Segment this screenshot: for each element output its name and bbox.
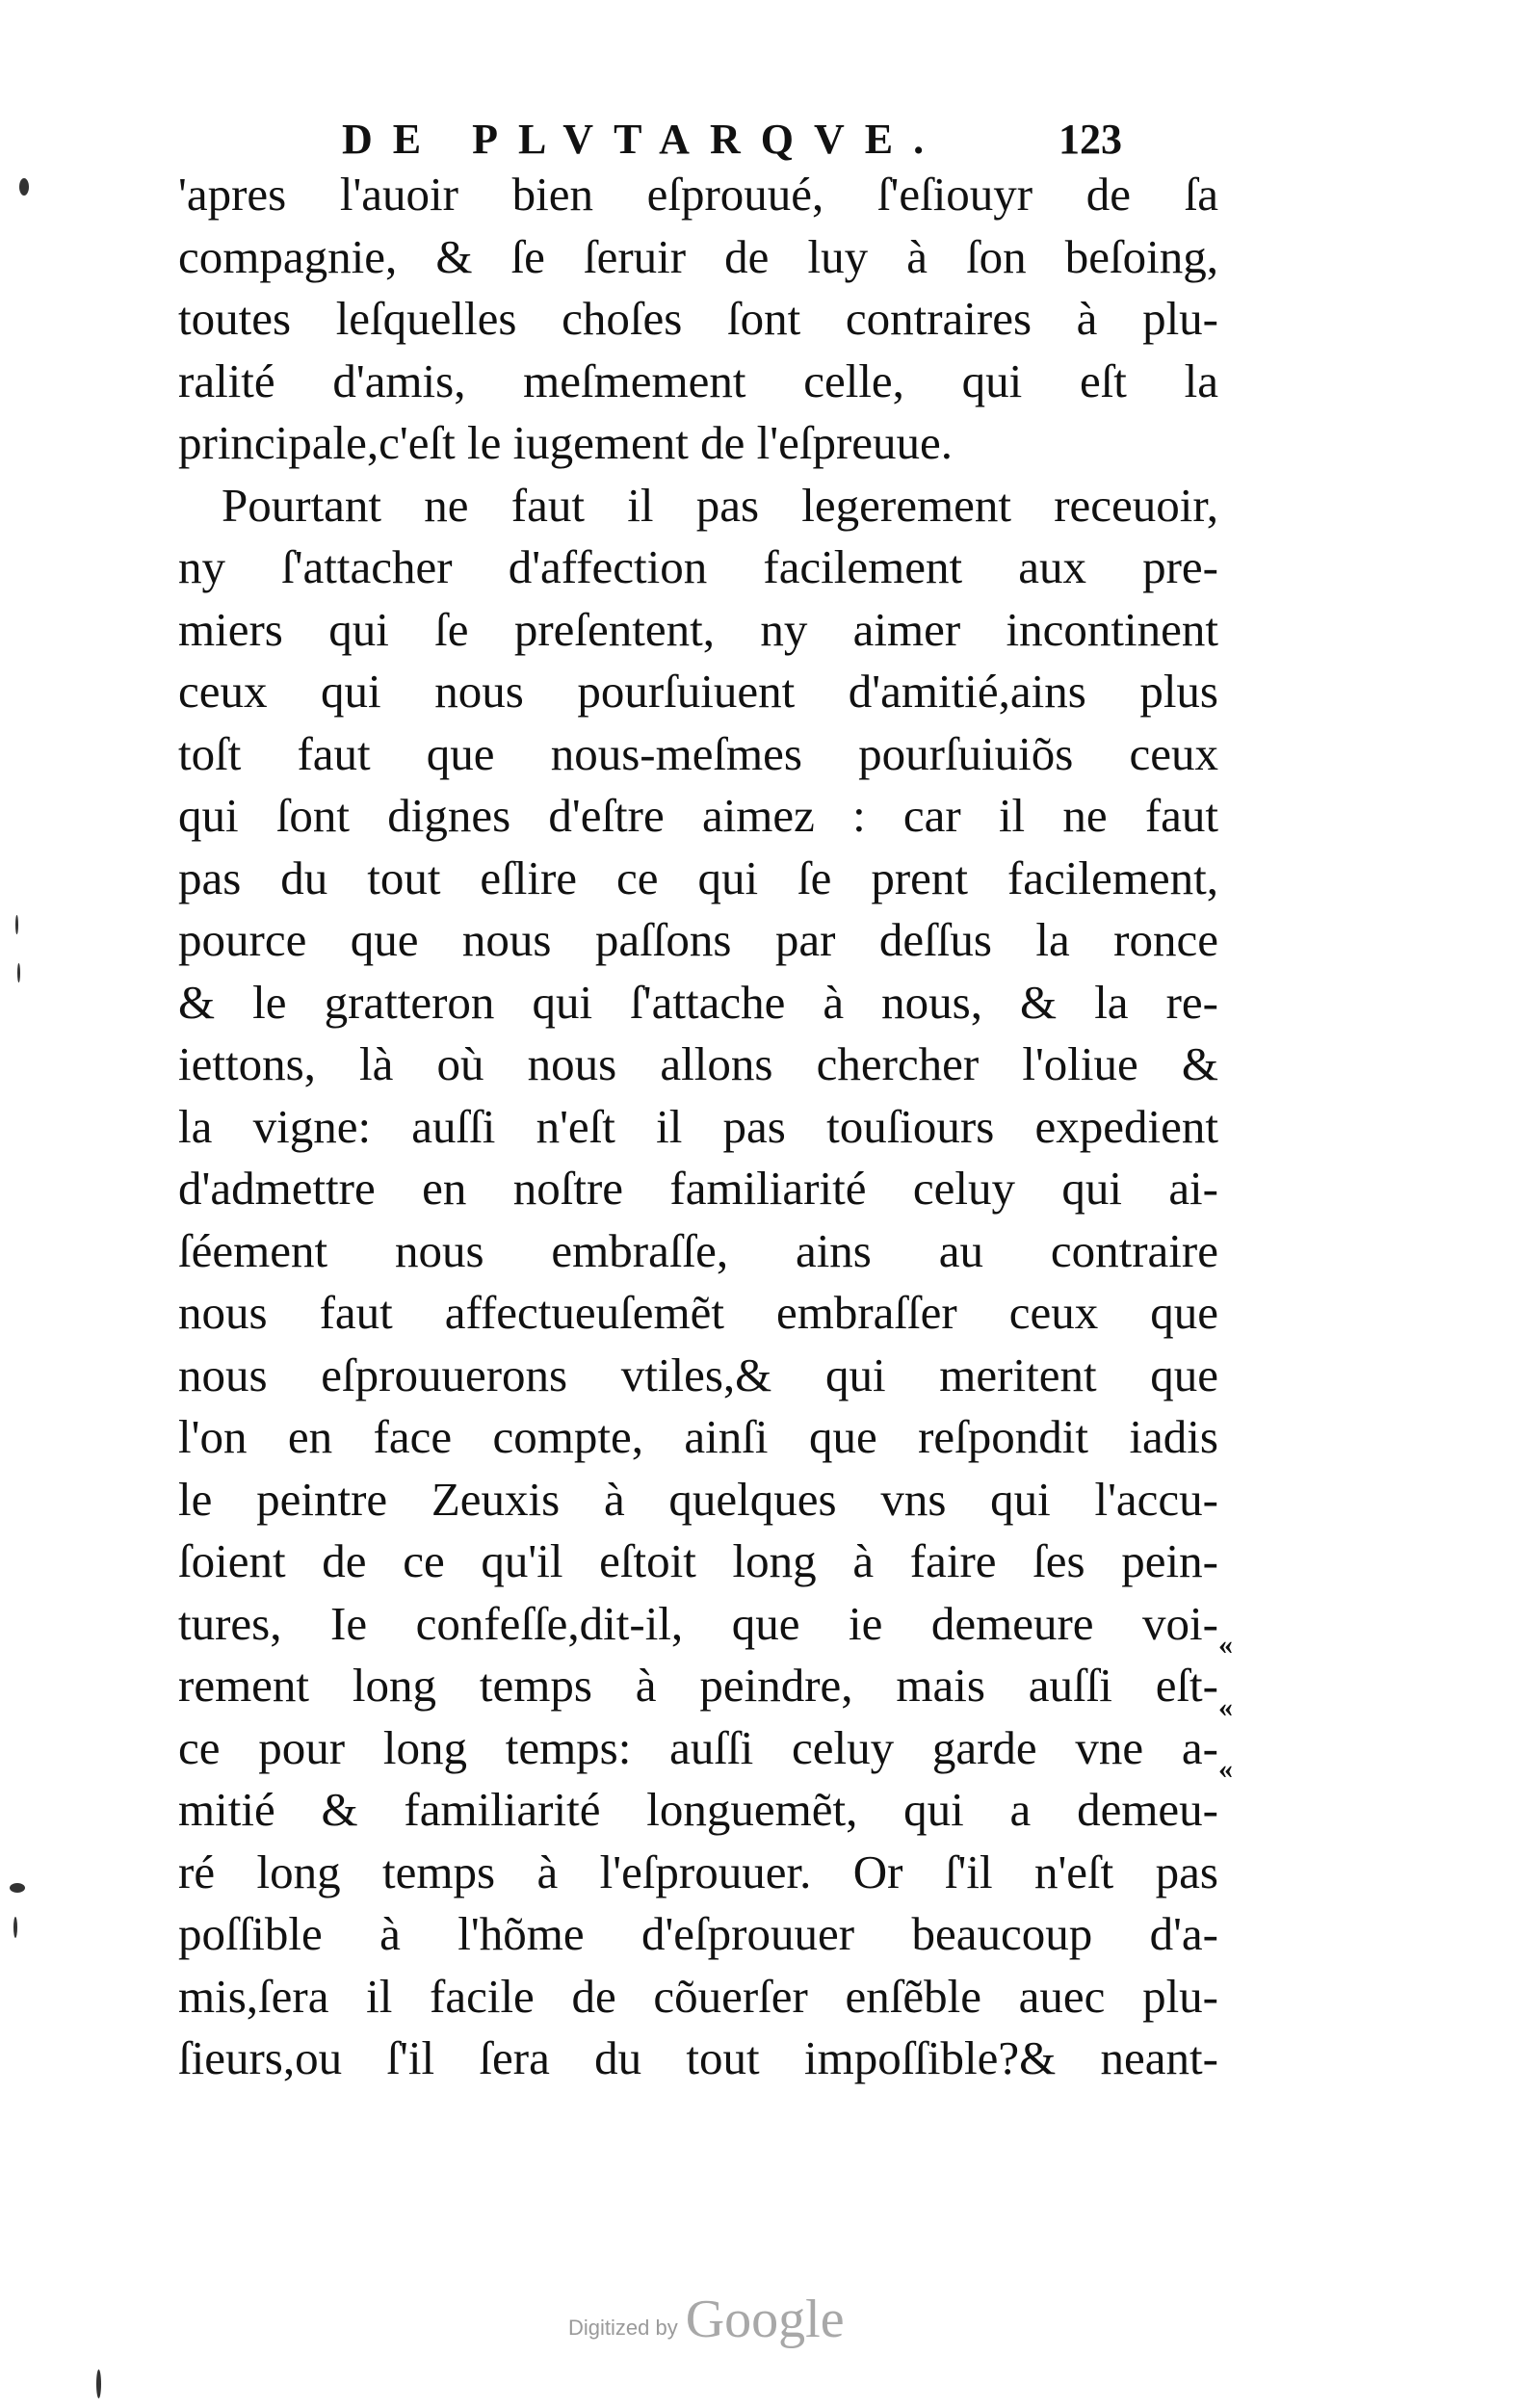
text-line: rement long temps à peindre, mais auſſi eſt- bbox=[178, 1659, 1218, 1712]
scan-speck bbox=[19, 178, 29, 196]
scan-speck bbox=[15, 915, 18, 934]
text-line: d'admettre en noſtre familiarité celuy qui ai- bbox=[178, 1162, 1218, 1215]
text-line: toſt faut que nous-meſmes pourſuiuiõs ceux bbox=[178, 726, 1218, 780]
digitized-label: Digitized by bbox=[568, 2316, 678, 2340]
text-line: poſſible à l'hõme d'eſprouuer beaucoup d'a- bbox=[178, 1907, 1218, 1960]
text-line: ralité d'amis, meſmement celle, qui eſt la bbox=[178, 353, 1218, 407]
margin-quote-mark: « bbox=[1218, 1629, 1233, 1661]
text-line: ſéement nous embraſſe, ains au contraire bbox=[178, 1223, 1218, 1277]
margin-quote-mark: « bbox=[1218, 1690, 1233, 1723]
text-line: pas du tout eſlire ce qui ſe prent facilement, bbox=[178, 851, 1218, 904]
text-line: ny ſ'attacher d'affection facilement aux pre- bbox=[178, 540, 1218, 593]
digitized-watermark bbox=[568, 2283, 845, 2350]
text-line: miers qui ſe preſentent, ny aimer incontinent bbox=[178, 602, 1218, 656]
text-line: qui ſont dignes d'eſtre aimez : car il ne faut bbox=[178, 789, 1218, 842]
text-line: toutes leſquelles choſes ſont contraires à plu- bbox=[178, 292, 1218, 345]
text-line: principale,c'eſt le iugement de l'eſpreuue. bbox=[178, 416, 954, 469]
text-line: & le gratteron qui ſ'attache à nous, & la re- bbox=[178, 975, 1218, 1029]
text-line: l'on en face compte, ainſi que reſpondit iadis bbox=[178, 1410, 1218, 1463]
text-line: ce pour long temps: auſſi celuy garde vne a- bbox=[178, 1720, 1218, 1774]
scan-speck bbox=[13, 1917, 17, 1938]
text-line: nous eſprouuerons vtiles,& qui meritent que bbox=[178, 1348, 1218, 1401]
text-line: pource que nous paſſons par deſſus la ronce bbox=[178, 913, 1218, 966]
text-line: ceux qui nous pourſuiuent d'amitié,ains plus bbox=[178, 665, 1218, 718]
scan-speck bbox=[96, 2369, 101, 2398]
body-text bbox=[178, 164, 1218, 2090]
text-line: ſieurs,ou ſ'il ſera du tout impoſſible?& neant- bbox=[178, 2031, 1218, 2084]
text-line: nous faut affectueuſemẽt embraſſer ceux que bbox=[178, 1286, 1218, 1339]
google-logo: Google bbox=[685, 2290, 845, 2349]
scan-speck bbox=[17, 963, 20, 982]
text-line: ré long temps à l'eſprouuer. Or ſ'il n'eſt pas bbox=[178, 1845, 1218, 1898]
text-line: 'apres l'auoir bien eſprouué, ſ'eſiouyr de ſa bbox=[178, 168, 1218, 221]
running-head bbox=[342, 111, 1122, 169]
running-title: DE PLVTARQVE. bbox=[342, 116, 945, 163]
page-number: 123 bbox=[1059, 116, 1122, 163]
text-line: mitié & familiarité longuemẽt, qui a demeu- bbox=[178, 1783, 1218, 1836]
text-line: mis,ſera il facile de cõuerſer enſẽble auec plu- bbox=[178, 1969, 1218, 2023]
text-line: compagnie, & ſe ſeruir de luy à ſon beſoing, bbox=[178, 229, 1218, 283]
text-line: iettons, là où nous allons chercher l'oliue & bbox=[178, 1037, 1218, 1090]
text-line: Pourtant ne faut il pas legerement receuoir, bbox=[222, 478, 1218, 532]
text-line: le peintre Zeuxis à quelques vns qui l'accu- bbox=[178, 1472, 1218, 1526]
text-line: ſoient de ce qu'il eſtoit long à faire ſes pein- bbox=[178, 1534, 1218, 1587]
text-line: la vigne: auſſi n'eſt il pas touſiours expedient bbox=[178, 1099, 1218, 1153]
text-line: tures, Ie confeſſe,dit-il, que ie demeure voi- bbox=[178, 1596, 1218, 1650]
margin-quote-mark: « bbox=[1218, 1753, 1233, 1785]
scan-speck bbox=[10, 1883, 25, 1893]
margin-quote-marks bbox=[1218, 1614, 1257, 1801]
